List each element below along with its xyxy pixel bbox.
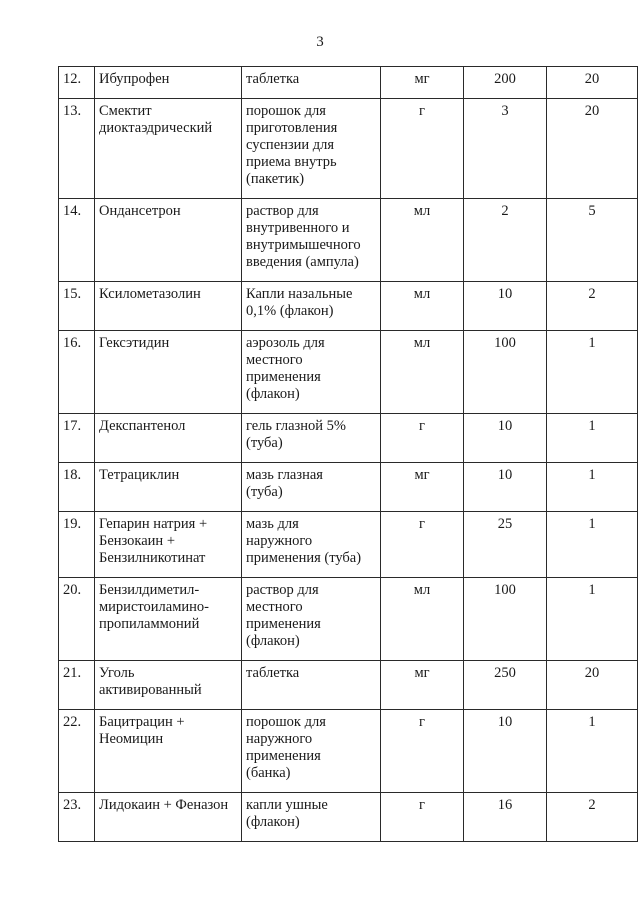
dose-text: 100 [494, 582, 516, 598]
table-row [59, 282, 638, 331]
drug-name-cell [95, 710, 242, 793]
drug-name-text: Бензилдиметил- миристоиламино- пропиламмоний [99, 582, 209, 632]
row-number-text: 22. [63, 714, 82, 730]
row-number-cell [59, 199, 95, 282]
quantity-cell [547, 793, 638, 842]
quantity-cell [547, 414, 638, 463]
unit-cell [381, 282, 464, 331]
dose-cell [464, 199, 547, 282]
quantity-text: 20 [584, 71, 600, 87]
dosage-form-text: мазь для наружного применения (туба) [246, 516, 362, 566]
row-number-cell [59, 578, 95, 661]
medication-table [58, 66, 638, 842]
dose-cell [464, 512, 547, 578]
row-number-cell [59, 463, 95, 512]
dosage-form-text: таблетка [246, 665, 300, 681]
drug-name-text: Смектит диоктаэдрический [99, 103, 213, 136]
dose-cell [464, 793, 547, 842]
unit-cell [381, 578, 464, 661]
unit-cell [381, 710, 464, 793]
unit-text: мг [414, 71, 430, 87]
table-row [59, 578, 638, 661]
row-number-cell [59, 414, 95, 463]
row-number-text: 17. [63, 418, 82, 434]
quantity-text: 20 [584, 665, 600, 681]
unit-text: г [419, 797, 425, 813]
dose-text: 2 [501, 203, 509, 219]
dosage-form-cell [242, 414, 381, 463]
table-row [59, 99, 638, 199]
quantity-text: 1 [588, 418, 596, 434]
dosage-form-text: порошок для наружного применения (банка) [246, 714, 326, 781]
table-row [59, 331, 638, 414]
dose-text: 10 [497, 467, 513, 483]
dosage-form-cell [242, 199, 381, 282]
table-row [59, 463, 638, 512]
dosage-form-text: Капли назальные 0,1% (флакон) [246, 286, 353, 319]
drug-name-cell [95, 99, 242, 199]
drug-name-text: Декспантенол [99, 418, 186, 434]
dosage-form-text: раствор для местного применения (флакон) [246, 582, 321, 649]
drug-name-text: Уголь активированный [99, 665, 202, 698]
quantity-text: 1 [588, 335, 596, 351]
dose-cell [464, 414, 547, 463]
drug-name-cell [95, 331, 242, 414]
unit-text: г [419, 103, 425, 119]
row-number-text: 23. [63, 797, 82, 813]
dose-text: 100 [494, 335, 516, 351]
dosage-form-cell [242, 67, 381, 99]
dose-cell [464, 67, 547, 99]
dosage-form-cell [242, 661, 381, 710]
dosage-form-cell [242, 793, 381, 842]
dose-text: 16 [497, 797, 513, 813]
unit-cell [381, 99, 464, 199]
table-row [59, 512, 638, 578]
quantity-cell [547, 463, 638, 512]
quantity-cell [547, 578, 638, 661]
row-number-text: 15. [63, 286, 82, 302]
unit-text: г [419, 516, 425, 532]
drug-name-cell [95, 67, 242, 99]
unit-text: мл [413, 286, 431, 302]
quantity-text: 1 [588, 467, 596, 483]
row-number-cell [59, 282, 95, 331]
unit-cell [381, 67, 464, 99]
dosage-form-cell [242, 710, 381, 793]
dosage-form-cell [242, 463, 381, 512]
drug-name-text: Тетрациклин [99, 467, 180, 483]
row-number-text: 13. [63, 103, 82, 119]
quantity-text: 2 [588, 286, 596, 302]
drug-name-cell [95, 282, 242, 331]
quantity-cell [547, 661, 638, 710]
dosage-form-cell [242, 578, 381, 661]
quantity-text: 20 [584, 103, 600, 119]
row-number-text: 16. [63, 335, 82, 351]
row-number-text: 21. [63, 665, 82, 681]
unit-cell [381, 512, 464, 578]
dose-text: 10 [497, 286, 513, 302]
unit-text: мг [414, 665, 430, 681]
dose-cell [464, 710, 547, 793]
drug-name-text: Ксилометазолин [99, 286, 201, 302]
dose-text: 25 [497, 516, 513, 532]
dose-cell [464, 661, 547, 710]
drug-name-text: Гексэтидин [99, 335, 170, 351]
dose-cell [464, 578, 547, 661]
dosage-form-text: таблетка [246, 71, 300, 87]
row-number-cell [59, 512, 95, 578]
quantity-text: 2 [588, 797, 596, 813]
drug-name-cell [95, 414, 242, 463]
unit-text: мл [413, 582, 431, 598]
quantity-cell [547, 512, 638, 578]
row-number-text: 20. [63, 582, 82, 598]
dose-cell [464, 331, 547, 414]
dose-text: 200 [494, 71, 516, 87]
unit-cell [381, 793, 464, 842]
row-number-cell [59, 661, 95, 710]
table-row [59, 793, 638, 842]
dose-cell [464, 282, 547, 331]
quantity-text: 1 [588, 582, 596, 598]
quantity-cell [547, 67, 638, 99]
drug-name-cell [95, 512, 242, 578]
row-number-cell [59, 710, 95, 793]
unit-text: мл [413, 203, 431, 219]
drug-name-text: Ондансетрон [99, 203, 181, 219]
dose-text: 10 [497, 418, 513, 434]
table-row [59, 661, 638, 710]
dosage-form-cell [242, 282, 381, 331]
row-number-cell [59, 331, 95, 414]
unit-cell [381, 661, 464, 710]
drug-name-text: Гепарин натрия + Бензокаин + Бензилникотинат [99, 516, 208, 566]
row-number-text: 18. [63, 467, 82, 483]
dosage-form-text: гель глазной 5% (туба) [246, 418, 346, 451]
drug-name-cell [95, 661, 242, 710]
row-number-cell [59, 67, 95, 99]
table-row [59, 67, 638, 99]
unit-cell [381, 414, 464, 463]
quantity-cell [547, 199, 638, 282]
dose-cell [464, 99, 547, 199]
dosage-form-cell [242, 99, 381, 199]
table-row [59, 414, 638, 463]
dosage-form-cell [242, 331, 381, 414]
dose-text: 10 [497, 714, 513, 730]
row-number-text: 19. [63, 516, 82, 532]
dosage-form-text: капли ушные (флакон) [246, 797, 328, 830]
quantity-text: 1 [588, 714, 596, 730]
dosage-form-cell [242, 512, 381, 578]
unit-text: мл [413, 335, 431, 351]
dosage-form-text: аэрозоль для местного применения (флакон) [246, 335, 325, 402]
unit-text: г [419, 714, 425, 730]
dosage-form-text: раствор для внутривенного и внутримышечного введения (ампула) [246, 203, 361, 270]
unit-cell [381, 199, 464, 282]
drug-name-cell [95, 578, 242, 661]
page-number: 3 [316, 34, 324, 50]
table-row [59, 199, 638, 282]
medication-table-body [59, 67, 638, 842]
drug-name-text: Бацитрацин + Неомицин [99, 714, 185, 747]
drug-name-text: Лидокаин + Феназон [99, 797, 229, 813]
row-number-text: 12. [63, 71, 82, 87]
drug-name-cell [95, 793, 242, 842]
drug-name-text: Ибупрофен [99, 71, 170, 87]
quantity-cell [547, 99, 638, 199]
dosage-form-text: порошок для приготовления суспензии для приема внутрь (пакетик) [246, 103, 338, 187]
quantity-text: 5 [588, 203, 596, 219]
unit-cell [381, 463, 464, 512]
dose-cell [464, 463, 547, 512]
drug-name-cell [95, 199, 242, 282]
unit-text: г [419, 418, 425, 434]
unit-cell [381, 331, 464, 414]
drug-name-cell [95, 463, 242, 512]
quantity-cell [547, 282, 638, 331]
dose-text: 3 [501, 103, 509, 119]
row-number-text: 14. [63, 203, 82, 219]
row-number-cell [59, 793, 95, 842]
dose-text: 250 [494, 665, 516, 681]
quantity-cell [547, 710, 638, 793]
quantity-text: 1 [588, 516, 596, 532]
quantity-cell [547, 331, 638, 414]
dosage-form-text: мазь глазная (туба) [246, 467, 323, 500]
unit-text: мг [414, 467, 430, 483]
row-number-cell [59, 99, 95, 199]
table-row [59, 710, 638, 793]
